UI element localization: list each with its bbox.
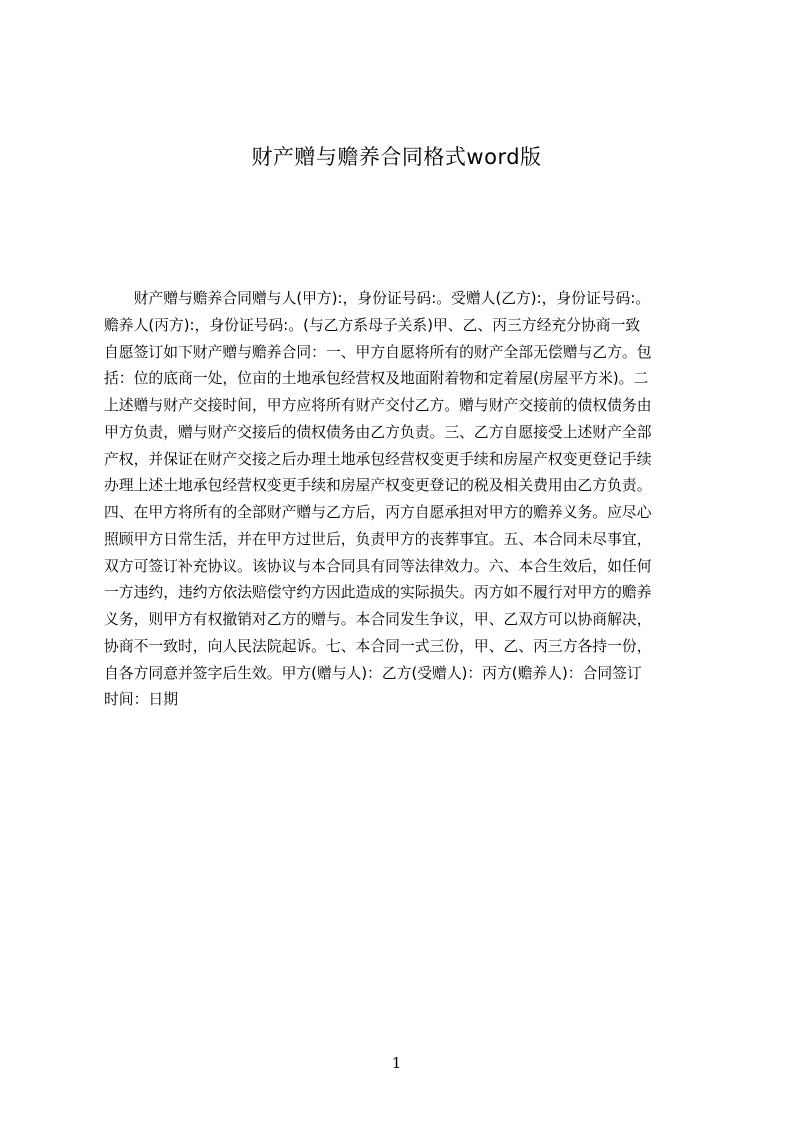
- body-line-12: 一方违约，违约方依法赔偿守约方因此造成的实际损失。丙方如不履行对甲方的赡养: [104, 584, 652, 602]
- body-line-2: 赡养人(丙方):，身份证号码:。(与乙方系母子关系)甲、乙、丙三方经充分协商一致: [104, 316, 641, 334]
- body-line-1: 财产赠与赡养合同赠与人(甲方):，身份证号码:。受赠人(乙方):，身份证号码:。: [104, 290, 651, 307]
- body-line-14: 协商不一致时，向人民法院起诉。七、本合同一式三份，甲、乙、丙三方各持一份，: [104, 637, 652, 655]
- document-title: 财产赠与赡养合同格式word版: [251, 145, 542, 169]
- body-line-7: 产权，并保证在财产交接之后办理土地承包经营权变更手续和房屋产权变更登记手续: [104, 450, 652, 468]
- body-line-9: 四、在甲方将所有的全部财产赠与乙方后，丙方自愿承担对甲方的赡养义务。应尽心: [104, 504, 652, 521]
- body-line-5: 上述赠与财产交接时间，甲方应将所有财产交付乙方。赠与财产交接前的债权债务由: [104, 397, 652, 414]
- body-line-4: 括：位的底商一处，位亩的土地承包经营权及地面附着物和定着屋(房屋平方米)。二: [104, 370, 649, 388]
- body-line-16: 时间：日期: [104, 691, 178, 709]
- page-number: 1: [391, 1054, 402, 1072]
- body-line-11: 双方可签订补充协议。该协议与本合同具有同等法律效力。六、本合生效后，如任何: [104, 557, 652, 575]
- body-line-13: 义务，则甲方有权撤销对乙方的赠与。本合同发生争议，甲、乙双方可以协商解决，: [104, 611, 652, 628]
- body-line-15: 自各方同意并签字后生效。甲方(赠与人)：乙方(受赠人)：丙方(赡养人)：合同签订: [104, 664, 642, 682]
- body-line-6: 甲方负责，赠与财产交接后的债权债务由乙方负责。三、乙方自愿接受上述财产全部: [104, 423, 652, 441]
- body-line-3: 自愿签订如下财产赠与赡养合同：一、甲方自愿将所有的财产全部无偿赠与乙方。包: [104, 343, 652, 361]
- body-line-8: 办理上述土地承包经营权变更手续和房屋产权变更登记的税及相关费用由乙方负责。: [104, 477, 652, 495]
- body-line-10: 照顾甲方日常生活，并在甲方过世后，负责甲方的丧葬事宜。五、本合同未尽事宜，: [104, 530, 652, 548]
- contract-body: [104, 286, 702, 714]
